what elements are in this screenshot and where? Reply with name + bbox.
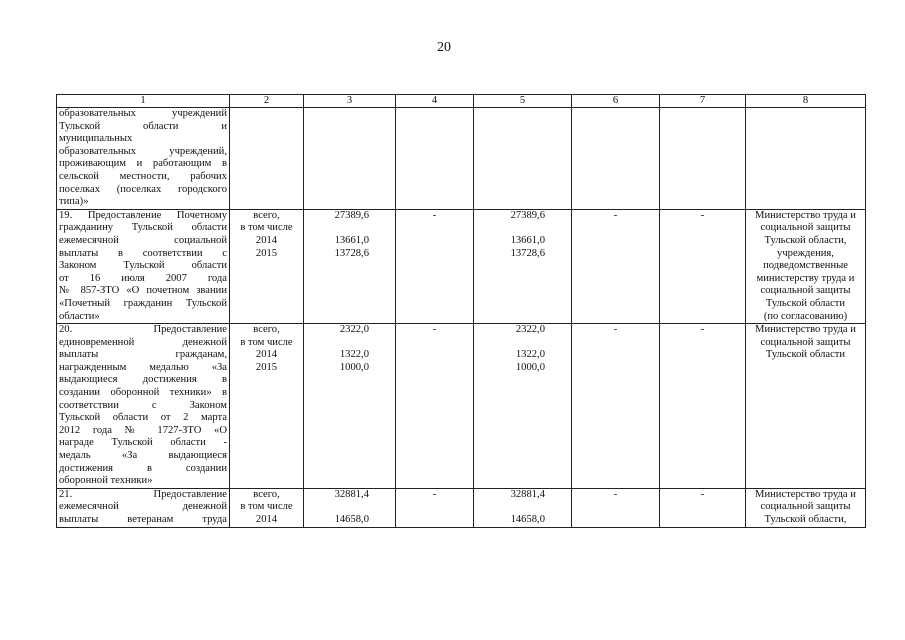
description-line: сельской местности, рабочих <box>59 170 227 182</box>
column-6-cell <box>572 108 660 210</box>
description-line: выдающиеся достижения в <box>59 374 227 386</box>
amount-value: 1322,0 <box>339 349 369 361</box>
budget-table <box>56 94 866 528</box>
executor-line: социальной защиты <box>760 222 851 234</box>
amount-regional-cell <box>474 324 572 489</box>
amount-value: 13661,0 <box>510 234 545 246</box>
column-7-cell: - <box>660 488 746 527</box>
period-line: всего, <box>253 209 280 221</box>
description-line: гражданину Тульской области <box>59 222 227 234</box>
column-7-cell: - <box>660 209 746 323</box>
amount-value <box>306 222 369 235</box>
amount-regional-cell <box>474 209 572 323</box>
description-cell <box>57 488 230 527</box>
period-line: в том числе <box>240 501 293 513</box>
description-line: 21. Предоставление <box>59 488 227 500</box>
column-6-cell: - <box>572 324 660 489</box>
period-line: в том числе <box>240 336 293 348</box>
executor-line: социальной защиты <box>760 501 851 513</box>
description-cell <box>57 324 230 489</box>
amount-value: 13728,6 <box>510 247 545 259</box>
amount-value: 2322,0 <box>515 324 545 336</box>
table-row <box>57 488 866 527</box>
table-row <box>57 108 866 210</box>
description-line: 19. Предоставление Почетному <box>59 209 227 221</box>
period-line: 2014 <box>255 234 278 246</box>
executor-line: министерству труда и <box>756 272 855 284</box>
description-line: Тульской области и <box>59 120 227 132</box>
page-number: 20 <box>437 40 451 55</box>
amount-value <box>476 337 545 350</box>
amount-total-cell <box>304 209 396 323</box>
amount-value: 14658,0 <box>510 514 545 525</box>
amount-value: 32881,4 <box>334 488 369 500</box>
description-line: оборонной техники» <box>59 475 153 487</box>
description-line: образовательных учреждений, <box>59 145 227 157</box>
amount-regional-cell <box>474 488 572 527</box>
column-7-cell <box>660 108 746 210</box>
period-line: 2015 <box>255 247 278 259</box>
amount-value <box>306 337 369 350</box>
amount-value: 1322,0 <box>515 349 545 361</box>
executor-cell <box>746 108 866 210</box>
description-cell <box>57 108 230 210</box>
description-line: образовательных учреждений <box>59 108 227 119</box>
executor-line: учреждения, <box>777 247 834 259</box>
amount-value: 27389,6 <box>510 209 545 221</box>
column-header: 1 <box>57 95 230 108</box>
description-line: выплаты ветеранам труда <box>59 514 227 525</box>
amount-value <box>476 222 545 235</box>
description-line: создании оборонной техники» в <box>59 387 227 399</box>
description-line: ежемесячной денежной <box>59 501 227 513</box>
executor-line: Министерство труда и <box>755 488 856 500</box>
period-line: 2014 <box>255 349 278 361</box>
executor-line: социальной защиты <box>760 336 851 348</box>
executor-line: Тульской области <box>765 297 846 309</box>
period-line: в том числе <box>240 222 293 234</box>
description-line: единовременной денежной <box>59 336 227 348</box>
column-header: 5 <box>474 95 572 108</box>
description-line: медаль «За выдающиеся <box>59 450 227 462</box>
period-cell <box>230 324 304 489</box>
column-6-cell: - <box>572 488 660 527</box>
description-line: «Почетный гражданин Тульской <box>59 297 227 309</box>
description-line: 2012 года № 1727-ЗТО «О <box>59 424 227 436</box>
amount-value: 13728,6 <box>334 247 369 259</box>
description-line: выплаты в соответствии с <box>59 247 227 259</box>
description-line: муниципальных <box>59 133 133 145</box>
amount-value: 1000,0 <box>515 361 545 373</box>
column-7-cell: - <box>660 324 746 489</box>
executor-line: Тульской области <box>765 349 846 361</box>
executor-cell <box>746 209 866 323</box>
description-line: ежемесячной социальной <box>59 234 227 246</box>
executor-line: Министерство труда и <box>755 324 856 336</box>
period-cell <box>230 209 304 323</box>
column-6-cell: - <box>572 209 660 323</box>
description-line: соответствии с Законом <box>59 399 227 411</box>
description-line: от 16 июля 2007 года <box>59 272 227 284</box>
period-line: всего, <box>253 324 280 336</box>
executor-line: (по согласованию) <box>763 310 848 322</box>
column-header: 3 <box>304 95 396 108</box>
column-4-cell: - <box>396 488 474 527</box>
executor-line: Тульской области, <box>764 234 847 246</box>
description-line: 20. Предоставление <box>59 324 227 336</box>
description-line: области» <box>59 310 100 322</box>
executor-cell <box>746 324 866 489</box>
table-row <box>57 324 866 489</box>
amount-value: 14658,0 <box>334 514 369 525</box>
amount-value <box>306 501 369 514</box>
executor-line: Министерство труда и <box>755 209 856 221</box>
amount-value: 13661,0 <box>334 234 369 246</box>
amount-value: 27389,6 <box>334 209 369 221</box>
period-line: 2014 <box>255 514 278 525</box>
amount-value: 1000,0 <box>339 361 369 373</box>
column-header: 7 <box>660 95 746 108</box>
description-cell <box>57 209 230 323</box>
executor-cell <box>746 488 866 527</box>
column-header: 2 <box>230 95 304 108</box>
column-header: 8 <box>746 95 866 108</box>
table-row <box>57 209 866 323</box>
column-4-cell: - <box>396 324 474 489</box>
amount-total-cell <box>304 324 396 489</box>
amount-value: 32881,4 <box>510 488 545 500</box>
description-line: награде Тульской области - <box>59 437 227 449</box>
period-cell <box>230 108 304 210</box>
description-line: поселках (поселках городского <box>59 183 227 195</box>
description-line: проживающим и работающим в <box>59 158 227 170</box>
description-line: достижения в создании <box>59 462 227 474</box>
description-line: типа)» <box>59 196 89 208</box>
amount-total-cell <box>304 488 396 527</box>
description-line: Законом Тульской области <box>59 260 227 272</box>
column-4-cell: - <box>396 209 474 323</box>
amount-total-cell <box>304 108 396 210</box>
description-line: награжденным медалью «За <box>59 361 227 373</box>
period-line: 2015 <box>255 361 278 373</box>
header-row <box>57 95 866 108</box>
period-cell <box>230 488 304 527</box>
amount-value: 2322,0 <box>339 324 369 336</box>
period-line: всего, <box>253 488 280 500</box>
amount-regional-cell <box>474 108 572 210</box>
column-4-cell <box>396 108 474 210</box>
executor-line: социальной защиты <box>760 285 851 297</box>
executor-line: Тульской области, <box>764 514 847 525</box>
column-header: 6 <box>572 95 660 108</box>
description-line: выплаты гражданам, <box>59 349 227 361</box>
column-header: 4 <box>396 95 474 108</box>
description-line: № 857-ЗТО «О почетном звании <box>59 285 227 297</box>
amount-value <box>476 501 545 514</box>
executor-line: подведомственные <box>763 260 848 272</box>
description-line: Тульской области от 2 марта <box>59 412 227 424</box>
